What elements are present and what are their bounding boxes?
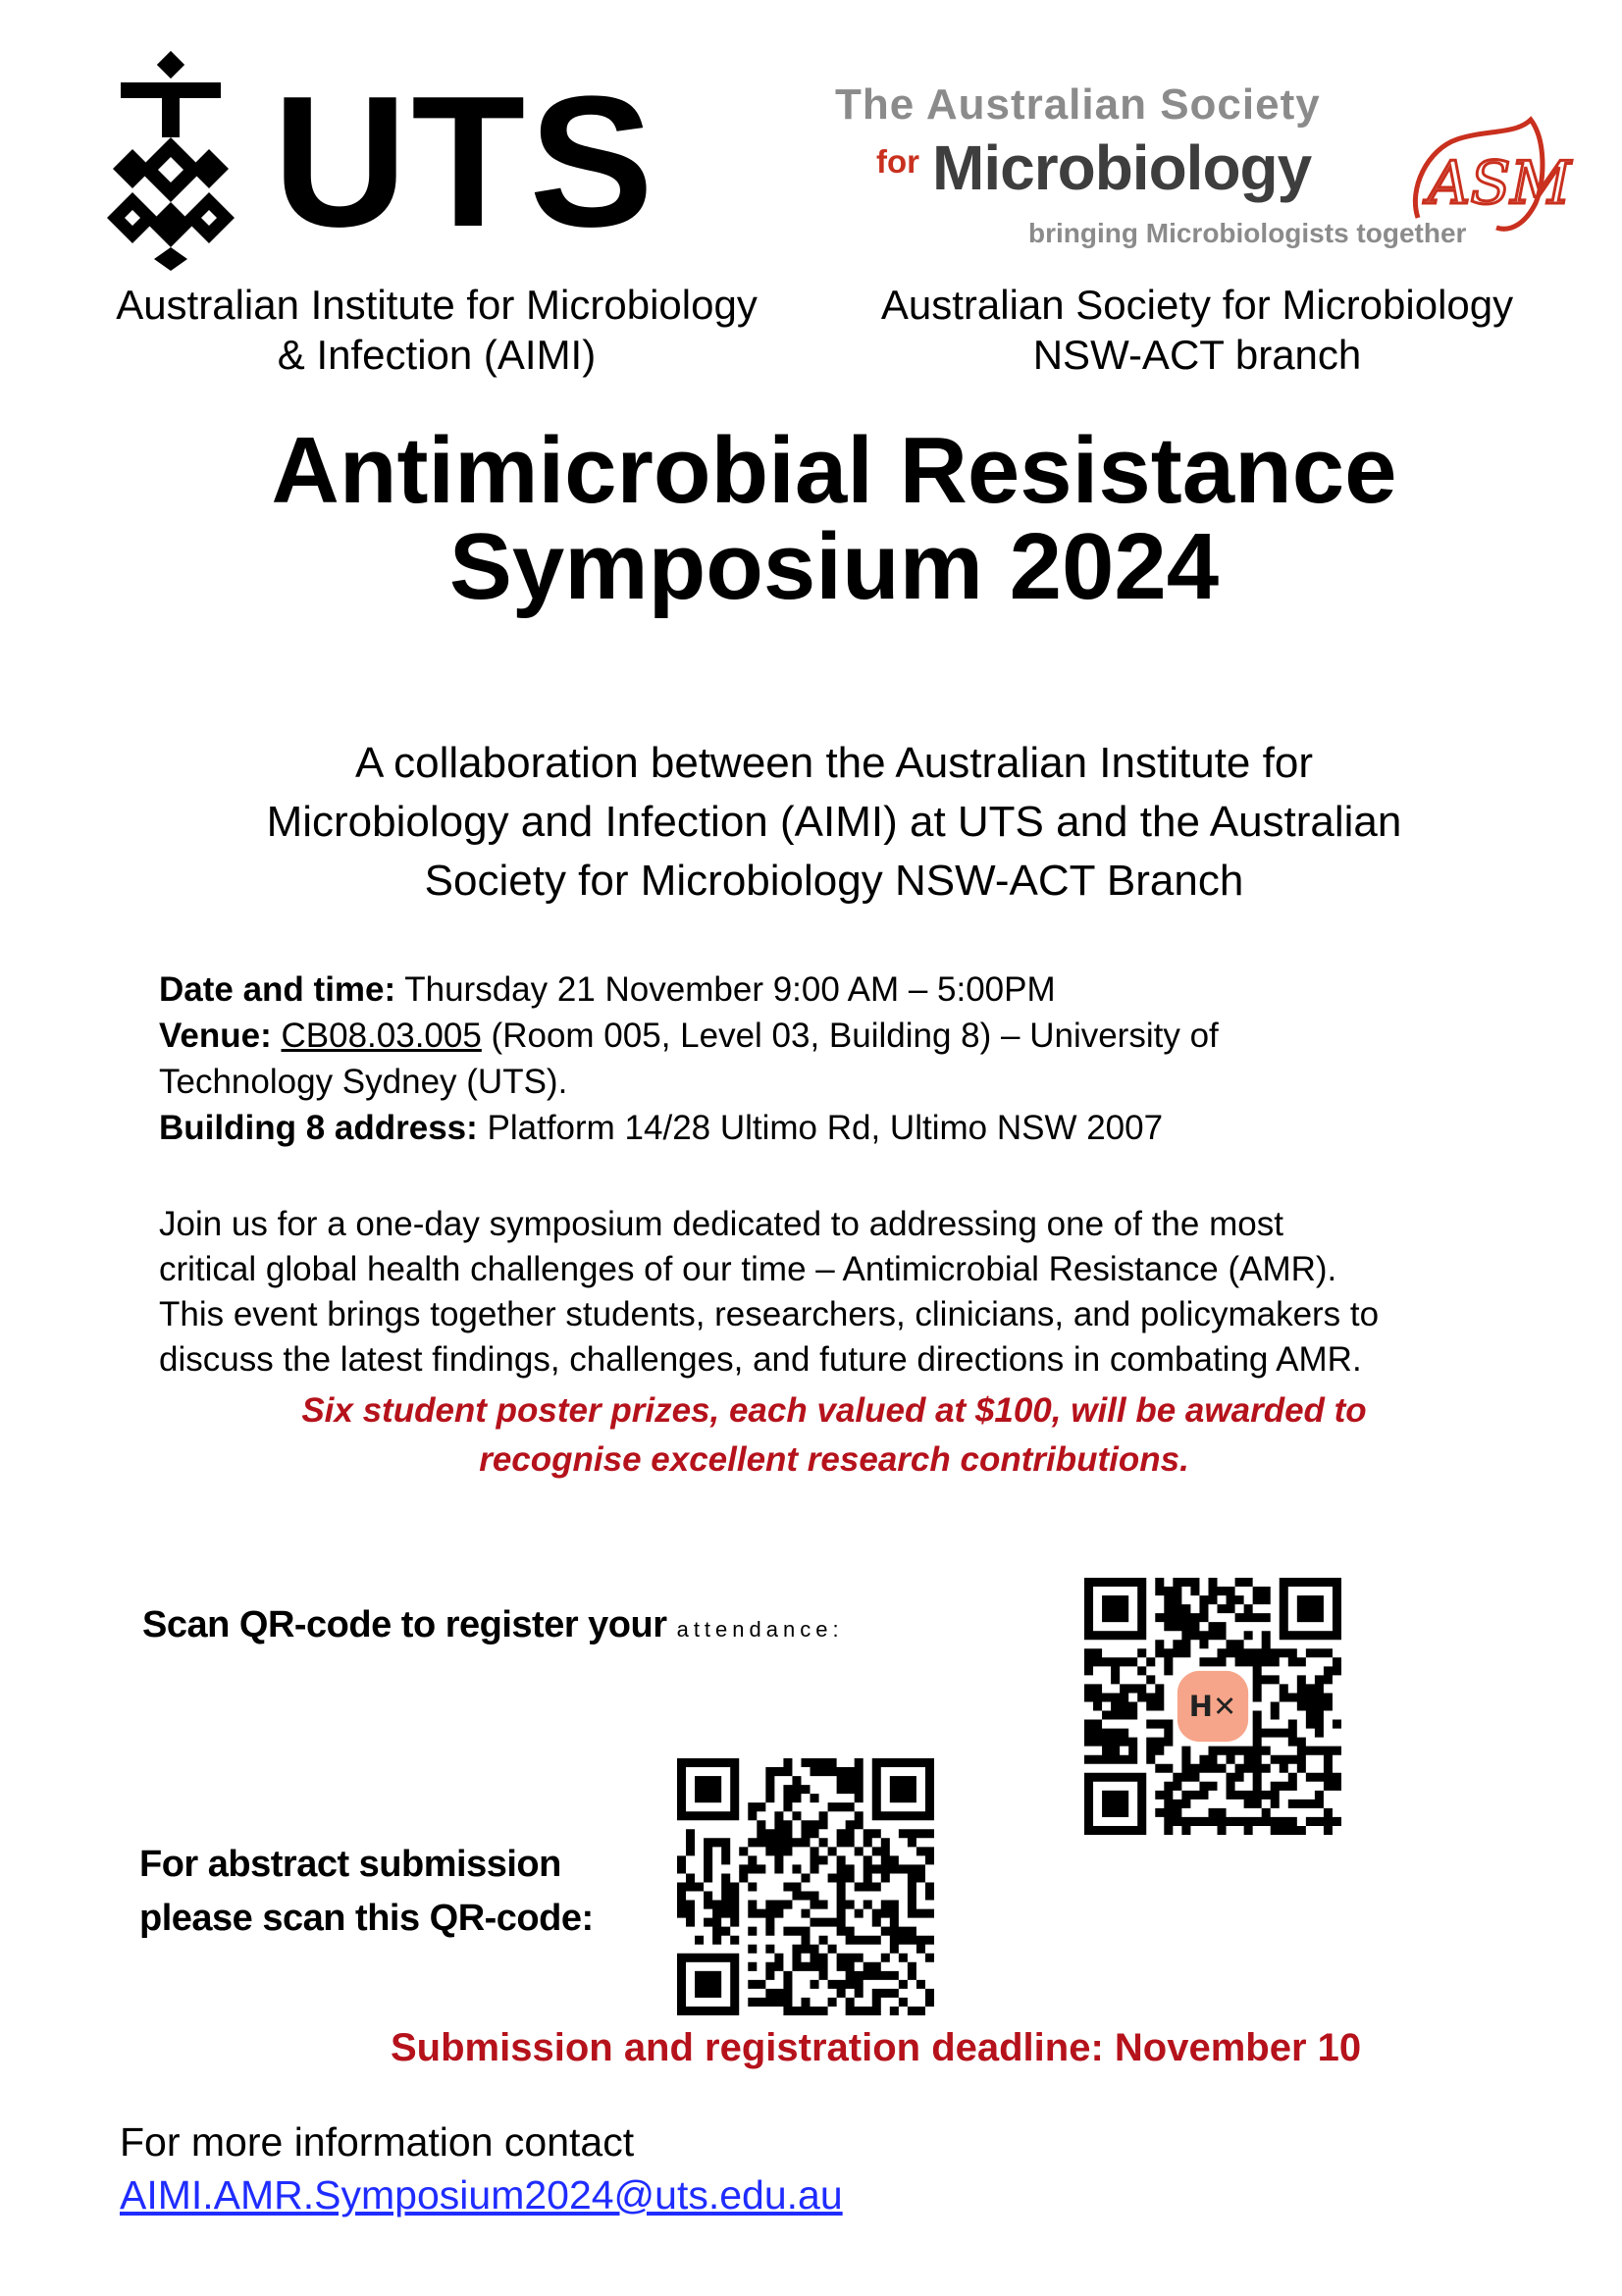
deadline-notice: Submission and registration deadline: November 10 bbox=[391, 2026, 1362, 2069]
description-line3: This event brings together students, researchers, clinicians, and policymakers to bbox=[159, 1295, 1380, 1333]
asm-logo-mark bbox=[1398, 110, 1571, 237]
event-details bbox=[159, 966, 1533, 1151]
uts-caption-line1: Australian Institute for Microbiology bbox=[116, 282, 758, 328]
venue-row bbox=[159, 1013, 1533, 1059]
venue-row-cont: Technology Sydney (UTS). bbox=[159, 1063, 568, 1101]
address-label: Building 8 address: bbox=[159, 1109, 478, 1147]
description-line1: Join us for a one-day symposium dedicated to addressing one of the most bbox=[159, 1205, 1283, 1243]
address-value: Platform 14/28 Ultimo Rd, Ultimo NSW 2007 bbox=[477, 1109, 1164, 1147]
description-line4: discuss the latest findings, challenges, and future directions in combating AMR. bbox=[159, 1340, 1362, 1379]
abstract-qr-code[interactable] bbox=[677, 1758, 934, 2015]
date-label: Date and time: bbox=[159, 970, 396, 1009]
date-value: Thursday 21 November 9:00 AM – 5:00PM bbox=[395, 970, 1056, 1009]
abstract-line2: please scan this QR-code: bbox=[139, 1898, 594, 1939]
uts-caption-line2: & Infection (AIMI) bbox=[277, 332, 597, 378]
venue-code-link[interactable]: CB08.03.005 bbox=[281, 1017, 482, 1055]
qr-finder-pattern bbox=[1089, 1583, 1142, 1636]
abstract-label bbox=[139, 1838, 594, 1946]
prizes-line2: recognise excellent research contributions. bbox=[479, 1440, 1189, 1479]
register-label-main: Scan QR-code to register your bbox=[142, 1604, 677, 1645]
title-line1: Antimicrobial Resistance bbox=[271, 418, 1397, 523]
asm-logo-microbiology: Microbiology bbox=[932, 132, 1312, 203]
prizes-line1: Six student poster prizes, each valued at $100, will be awarded to bbox=[301, 1391, 1367, 1430]
venue-rest: (Room 005, Level 03, Building 8) – University of bbox=[481, 1017, 1219, 1055]
qr-finder-pattern bbox=[876, 1763, 929, 1816]
address-row bbox=[159, 1105, 1533, 1151]
date-row bbox=[159, 966, 1533, 1013]
qr-finder-pattern bbox=[1089, 1777, 1142, 1830]
asm-logo-mark-text: ASM bbox=[1428, 149, 1571, 218]
abstract-line1: For abstract submission bbox=[139, 1844, 561, 1885]
asm-logo-tagline: bringing Microbiologists together bbox=[1028, 218, 1467, 248]
contact-label: For more information contact bbox=[120, 2119, 635, 2165]
intro-line2: Microbiology and Infection (AIMI) at UTS and the Australian bbox=[266, 798, 1402, 846]
register-label-small: attendance: bbox=[676, 1617, 844, 1642]
intro-line3: Society for Microbiology NSW-ACT Branch bbox=[424, 857, 1244, 905]
asm-caption-line2: NSW-ACT branch bbox=[1032, 332, 1362, 378]
register-label bbox=[142, 1604, 844, 1646]
uts-emblem-icon bbox=[113, 55, 229, 271]
asm-logo-for: for bbox=[876, 143, 919, 180]
qr-finder-pattern bbox=[1283, 1583, 1336, 1636]
venue-label: Venue: bbox=[159, 1017, 272, 1055]
asm-caption-line1: Australian Society for Microbiology bbox=[880, 282, 1514, 328]
qr-badge-text: H✕ bbox=[1188, 1689, 1237, 1723]
qr-finder-pattern bbox=[682, 1763, 735, 1816]
qr-finder-pattern bbox=[682, 1957, 735, 2010]
event-description bbox=[159, 1202, 1552, 1383]
asm-logo-line1: The Australian Society bbox=[835, 80, 1321, 129]
description-line2: critical global health challenges of our time – Antimicrobial Resistance (AMR). bbox=[159, 1250, 1337, 1288]
title-line2: Symposium 2024 bbox=[448, 514, 1220, 619]
register-qr-code[interactable] bbox=[1084, 1578, 1341, 1835]
collaboration-intro bbox=[147, 734, 1521, 911]
page-title bbox=[59, 418, 1609, 619]
contact-email-link[interactable]: AIMI.AMR.Symposium2024@uts.edu.au bbox=[120, 2172, 843, 2218]
asm-society-caption bbox=[854, 280, 1541, 380]
uts-wordmark: UTS bbox=[273, 58, 657, 266]
intro-line1: A collaboration between the Australian Institute for bbox=[355, 739, 1313, 787]
poster-prizes-notice bbox=[137, 1386, 1531, 1485]
uts-institute-caption bbox=[88, 280, 785, 380]
